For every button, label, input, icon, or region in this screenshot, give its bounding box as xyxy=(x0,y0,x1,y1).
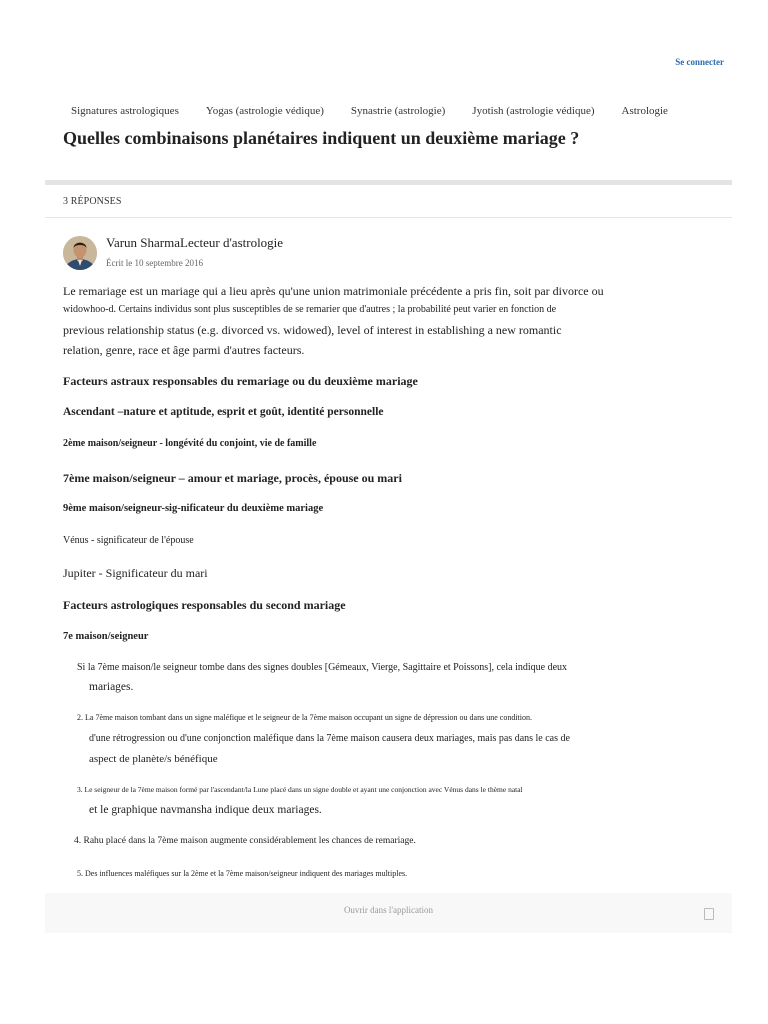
topic-list xyxy=(71,105,728,117)
answer-paragraph: widowhoo-d. Certains individus sont plus susceptibles de se remarier que d'autres ; la probabilité peut varier en fonction de xyxy=(63,304,557,315)
question-title: Quelles combinaisons planétaires indiquent un deuxième mariage ? xyxy=(63,128,580,148)
answer-subheading: 2ème maison/seigneur - longévité du conjoint, vie de famille xyxy=(63,438,317,449)
topic-link[interactable]: Signatures astrologiques xyxy=(71,105,179,117)
author-byline xyxy=(106,235,283,251)
author-avatar[interactable] xyxy=(63,236,97,270)
list-item: 4. Rahu placé dans la 7ème maison augmente considérablement les chances de remariage. xyxy=(74,836,416,846)
answer-subheading: 9ème maison/seigneur-sig-nificateur du deuxième mariage xyxy=(63,503,324,514)
list-item: 3. Le seigneur de la 7ème maison formé par l'ascendant/la Lune placé dans un signe double et ayant une conjonction avec Vénus dans le thème natal xyxy=(77,785,523,794)
author-credential: Lecteur d'astrologie xyxy=(180,235,284,250)
list-item: Si la 7ème maison/le seigneur tombe dans des signes doubles [Gémeaux, Vierge, Sagittaire et Poissons], cela indique deux xyxy=(77,662,568,673)
topic-link[interactable]: Synastrie (astrologie) xyxy=(350,105,446,117)
answers-count: 3 RÉPONSES xyxy=(63,196,122,207)
topic-link[interactable]: Jyotish (astrologie védique) xyxy=(472,105,595,117)
answer-subheading: 7e maison/seigneur xyxy=(63,631,149,642)
topic-link[interactable]: Astrologie xyxy=(621,105,668,117)
list-item: aspect de planète/s bénéfique xyxy=(89,753,218,765)
list-item: 5. Des influences maléfiques sur la 2ème et la 7ème maison/seigneur indiquent des mariages multiples. xyxy=(77,869,408,878)
author-name[interactable]: Varun Sharma xyxy=(106,235,181,250)
topic-link[interactable]: Yogas (astrologie védique) xyxy=(205,105,324,117)
login-link[interactable]: Se connecter xyxy=(675,57,724,67)
open-app-button[interactable]: Ouvrir dans l'application xyxy=(343,905,434,915)
section-divider xyxy=(45,180,732,185)
answer-heading: Facteurs astrologiques responsables du second mariage xyxy=(63,598,346,612)
divider xyxy=(45,217,732,218)
answer-text: Jupiter - Significateur du mari xyxy=(63,566,208,580)
answer-heading: Facteurs astraux responsables du remariage ou du deuxième mariage xyxy=(63,374,418,388)
answer-paragraph: previous relationship status (e.g. divorced vs. widowed), level of interest in establishing a new romantic xyxy=(63,323,562,337)
list-item: mariages. xyxy=(89,681,134,693)
list-item: d'une rétrogression ou d'une conjonction maléfique dans la 7ème maison causera deux mariages, mais pas dans le cas de xyxy=(89,733,570,744)
answer-text: Vénus - significateur de l'épouse xyxy=(63,535,194,546)
answer-paragraph: relation, genre, race et âge parmi d'autres facteurs. xyxy=(63,343,305,357)
list-item: 2. La 7ème maison tombant dans un signe maléfique et le seigneur de la 7ème maison occupant un signe de dépression ou dans une condition. xyxy=(77,713,532,722)
answer-subheading: Ascendant –nature et aptitude, esprit et goût, identité personnelle xyxy=(63,406,384,418)
open-app-banner xyxy=(45,893,732,933)
answer-paragraph: Le remariage est un mariage qui a lieu après qu'une union matrimoniale précédente a pris fin, soit par divorce ou xyxy=(63,284,604,298)
list-item: et le graphique navmansha indique deux mariages. xyxy=(89,804,322,816)
answer-subheading: 7ème maison/seigneur – amour et mariage, procès, épouse ou mari xyxy=(63,471,402,485)
answer-date: Écrit le 10 septembre 2016 xyxy=(106,258,203,268)
app-icon[interactable] xyxy=(704,908,714,920)
